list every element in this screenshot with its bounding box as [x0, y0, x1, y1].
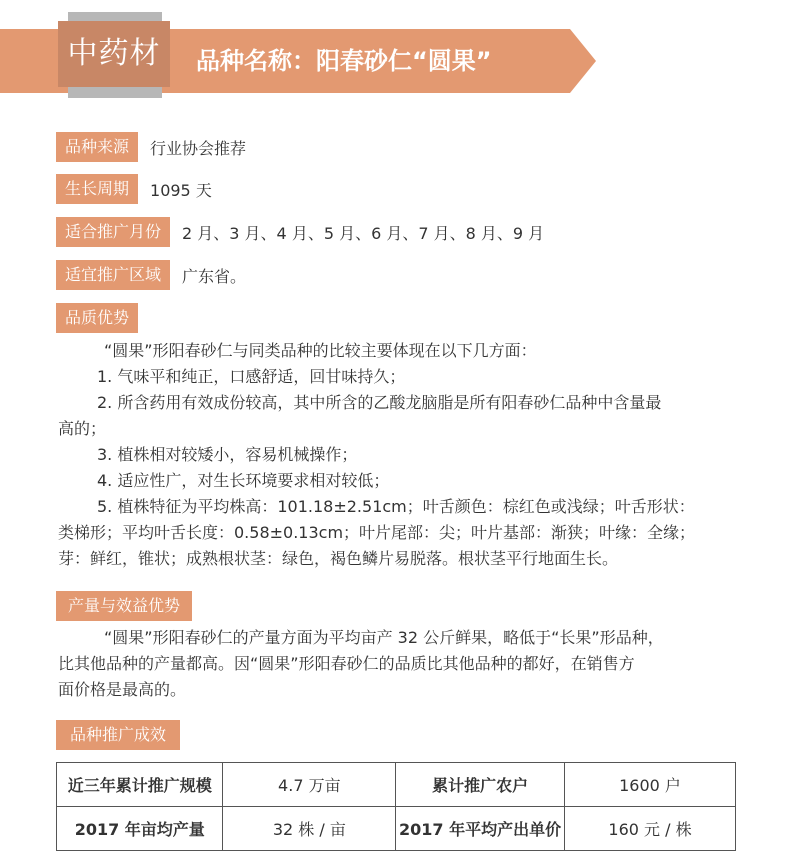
info-row-source [56, 132, 246, 162]
yield-line-1: “圆果”形阳春砂仁的产量方面为平均亩产 32 公斤鲜果，略低于“长果”形品种， [104, 628, 664, 647]
table-value-price: 160 元 / 株 [565, 807, 736, 851]
info-row-region [56, 260, 246, 290]
quality-item-2-cont: 高的； [58, 419, 107, 438]
quality-item-2: 2. 所含药用有效成份较高，其中所含的乙酸龙脑脂是所有阳春砂仁品种中含量最 [97, 393, 662, 412]
yield-section-title: 产量与效益优势 [56, 591, 192, 621]
quality-item-5: 5. 植株特征为平均株高：101.18±2.51cm；叶舌颜色：棕红色或浅绿；叶舌形状： [97, 497, 695, 516]
promotion-table [56, 762, 736, 851]
months-value: 2 月、3 月、4 月、5 月、6 月、7 月、8 月、9 月 [182, 223, 545, 243]
source-label: 品种来源 [56, 132, 138, 162]
table-row [57, 807, 736, 851]
yield-line-3: 面价格是最高的。 [58, 680, 187, 699]
table-label-farmers: 累计推广农户 [396, 763, 565, 807]
quality-item-3: 3. 植株相对较矮小，容易机械操作； [97, 445, 358, 464]
cycle-value: 1095 天 [150, 180, 212, 200]
quality-section-title: 品质优势 [56, 303, 138, 333]
table-value-farmers: 1600 户 [565, 763, 736, 807]
table-row [57, 763, 736, 807]
table-value-yield: 32 株 / 亩 [223, 807, 396, 851]
promotion-section-title: 品种推广成效 [56, 720, 180, 750]
header-banner [0, 29, 596, 93]
quality-paragraph [58, 338, 744, 572]
table-label-price: 2017 年平均产出单价 [396, 807, 565, 851]
cycle-label: 生长周期 [56, 174, 138, 204]
info-row-cycle [56, 174, 212, 204]
yield-paragraph [58, 625, 744, 703]
yield-line-2: 比其他品种的产量都高。因“圆果”形阳春砂仁的品质比其他品种的都好，在销售方 [58, 654, 635, 673]
region-label: 适宜推广区域 [56, 260, 170, 290]
table-value-scale: 4.7 万亩 [223, 763, 396, 807]
category-tab: 中药材 [58, 21, 170, 87]
source-value: 行业协会推荐 [150, 138, 247, 158]
page-title: 品种名称：阳春砂仁“圆果” [196, 47, 492, 75]
quality-item-5-cont-1: 类梯形；平均叶舌长度：0.58±0.13cm；叶片尾部：尖；叶片基部：渐狭；叶缘：全缘； [58, 523, 696, 542]
quality-item-4: 4. 适应性广，对生长环境要求相对较低； [97, 471, 390, 490]
quality-item-1: 1. 气味平和纯正，口感舒适，回甘味持久； [97, 367, 406, 386]
table-label-yield: 2017 年亩均产量 [57, 807, 223, 851]
info-row-months [56, 217, 544, 247]
table-label-scale: 近三年累计推广规模 [57, 763, 223, 807]
quality-item-5-cont-2: 芽：鲜红，锥状；成熟根状茎：绿色，褐色鳞片易脱落。根状茎平行地面生长。 [58, 549, 619, 568]
region-value: 广东省。 [182, 266, 247, 286]
months-label: 适合推广月份 [56, 217, 170, 247]
quality-intro: “圆果”形阳春砂仁与同类品种的比较主要体现在以下几方面： [104, 341, 537, 360]
